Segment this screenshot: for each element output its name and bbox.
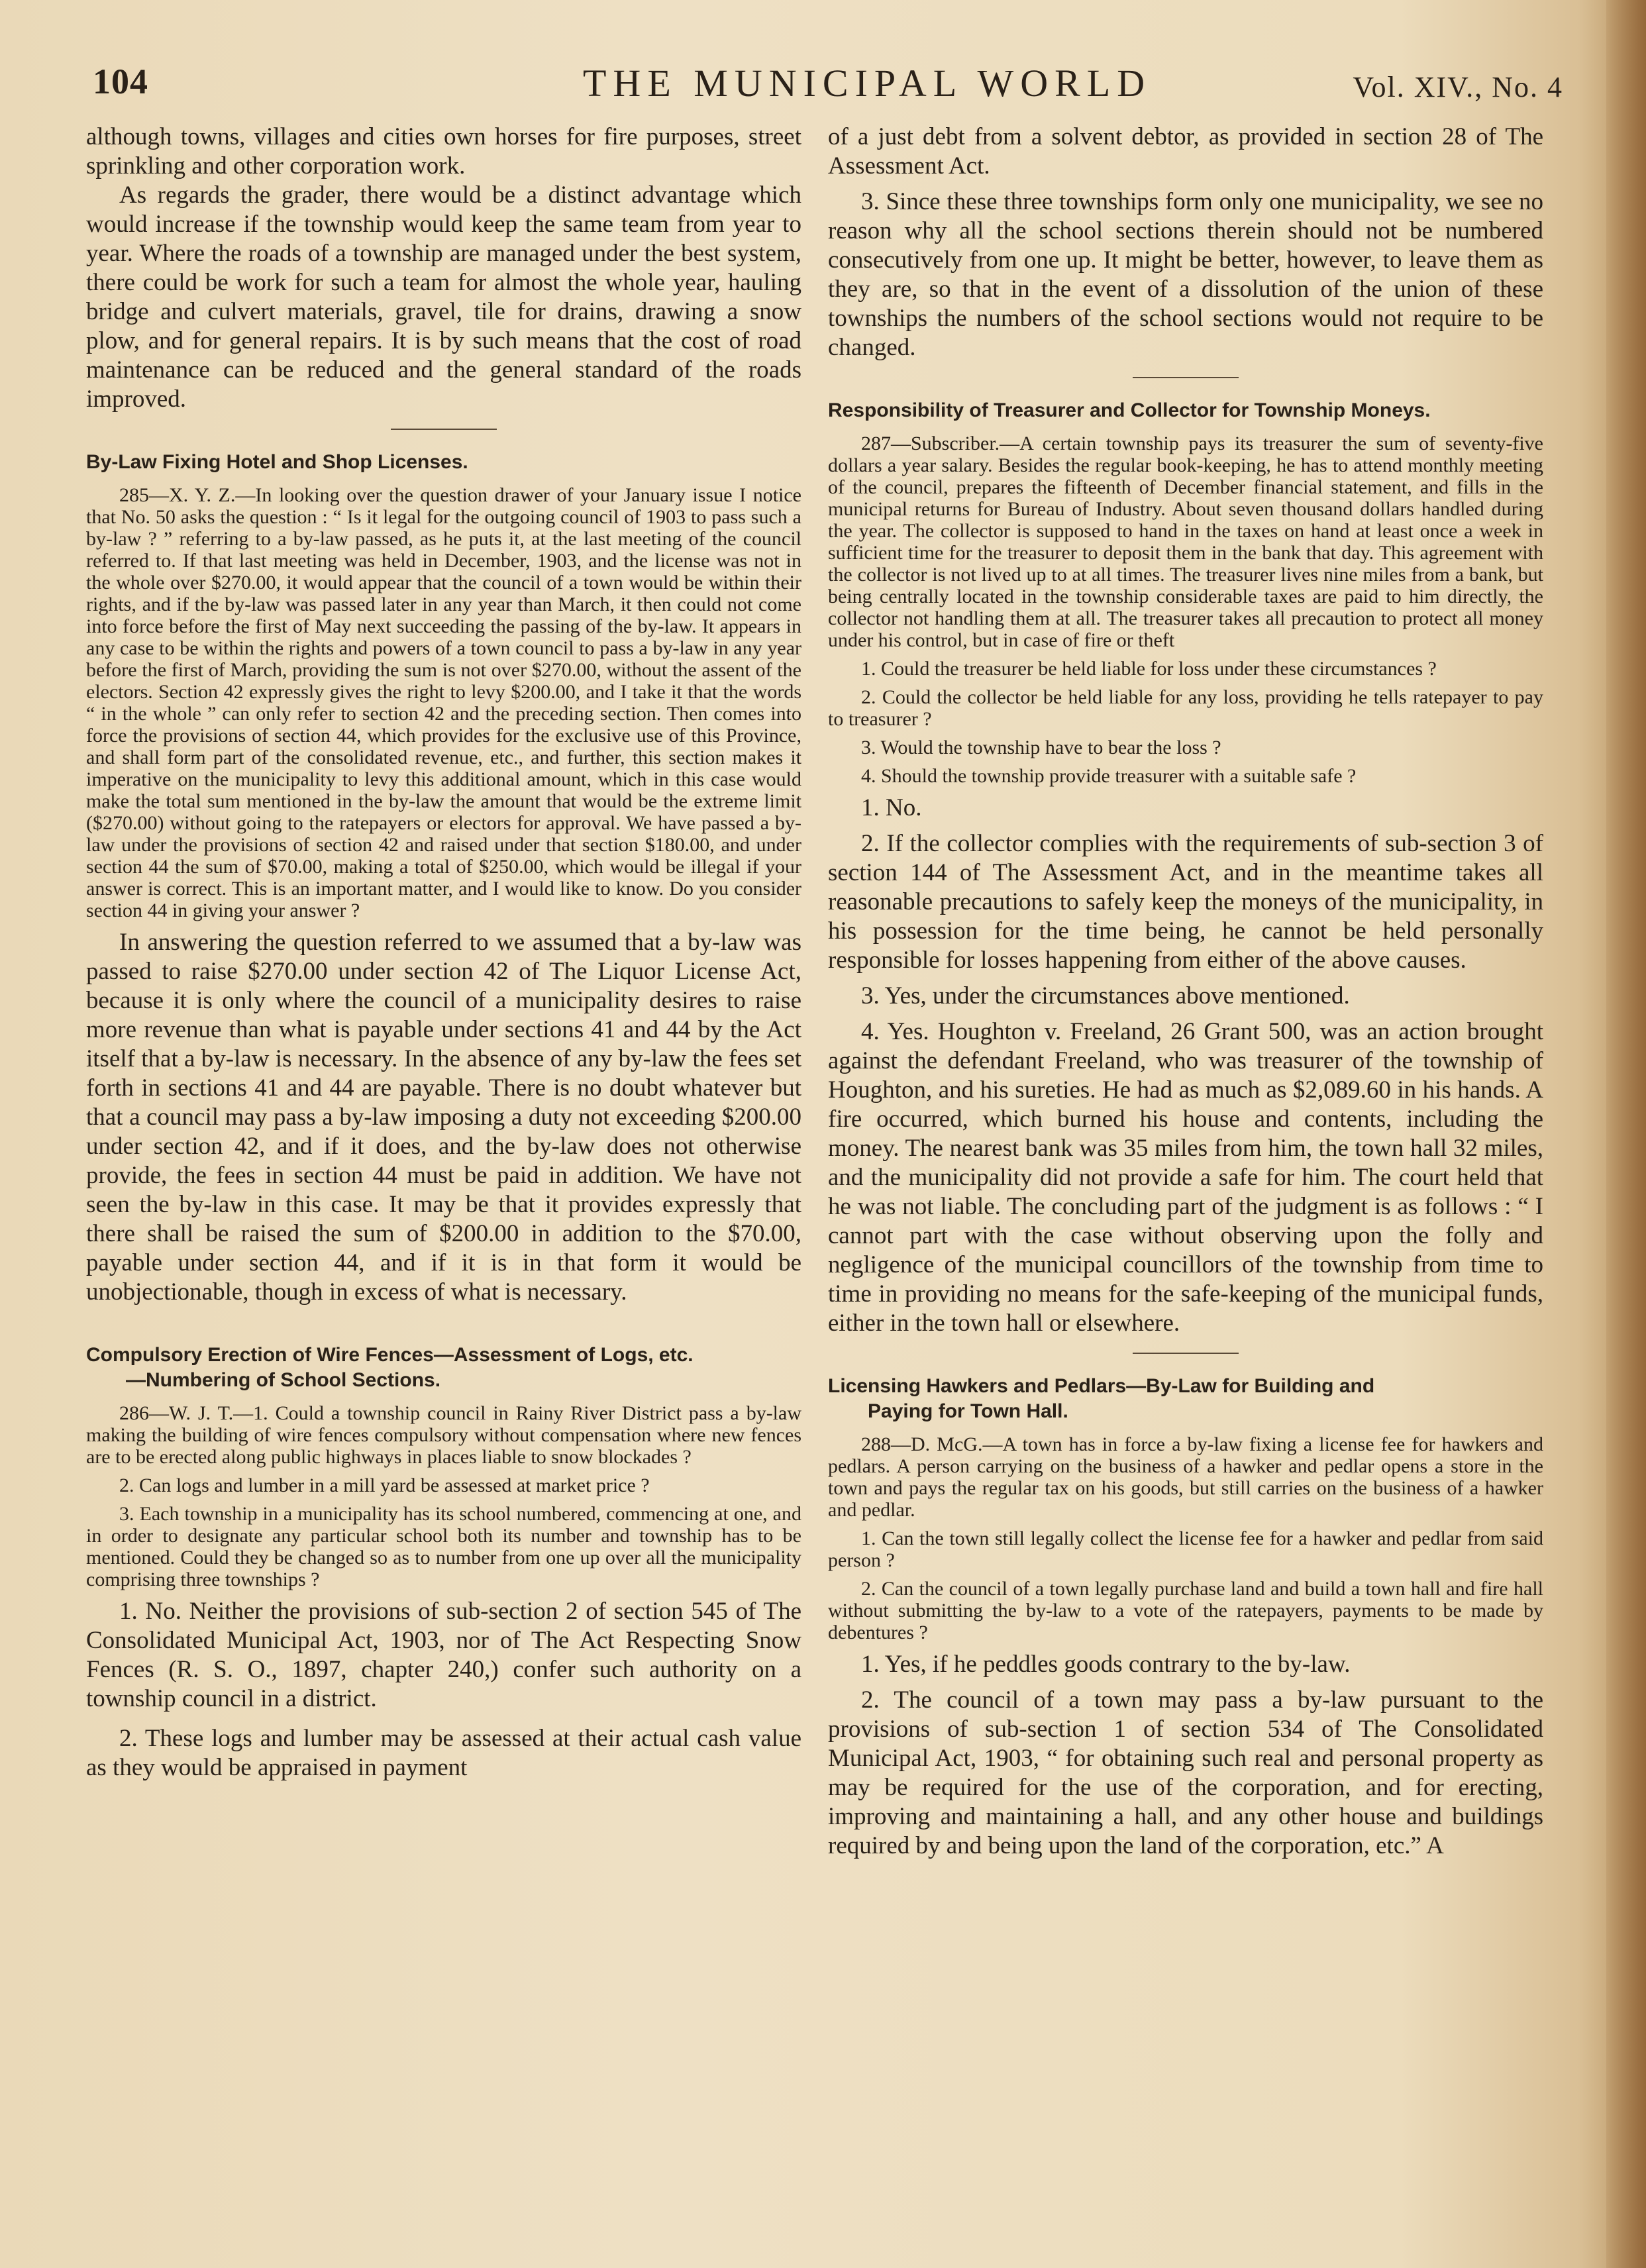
question-287-3: 3. Would the township have to bear the loss ? bbox=[861, 737, 1221, 758]
answer-286-2-continued: of a just debt from a solvent debtor, as provided in section 28 of The Assessment Act. bbox=[828, 123, 1543, 180]
question-286-2: 2. Can logs and lumber in a mill yard be assessed at market price ? bbox=[119, 1474, 650, 1496]
answer-287-1: 1. No. bbox=[861, 794, 922, 821]
answer-287-2: 2. If the collector complies with the requirements of sub-section 3 of section 144 of The Assessment Act, and in the meantime takes all reasonable precautions to safely keep the moneys of the municipality, in his possession for the time being, he cannot be held personally responsible for losses happening from either of the above causes. bbox=[828, 830, 1543, 974]
question-287-1: 1. Could the treasurer be held liable for loss under these circumstances ? bbox=[861, 658, 1437, 680]
question-286-heading bbox=[86, 1343, 801, 1393]
section-divider bbox=[1133, 1353, 1239, 1354]
answer-286-1: 1. No. Neither the provisions of sub-section 2 of section 545 of The Consolidated Municipal Act, 1903, nor of The Act Respecting Snow Fences (R. S. O., 1897, chapter 240,) confer such authority on a township council in a district. bbox=[86, 1598, 801, 1712]
answer-288-2: 2. The council of a town may pass a by-law pursuant to the provisions of sub-section 1 of section 534 of The Consolidated Municipal Act, 1903, “ for obtaining such real and personal property as may be required for the use of the corporation, and for erecting, improving and maintaining a hall, and any other house and buildings required by and being upon the land of the corporation, etc.” A bbox=[828, 1686, 1543, 1859]
spacer bbox=[86, 1307, 801, 1323]
question-288-heading bbox=[828, 1374, 1543, 1424]
question-287-heading: Responsibility of Treasurer and Collector for Township Moneys. bbox=[828, 399, 1431, 421]
journal-title: THE MUNICIPAL WORLD bbox=[583, 62, 1152, 105]
question-288: 288—D. McG.—A town has in force a by-law fixing a license fee for hawkers and pedlars. A person carrying on the business of a hawker and pedlar opens a store in the town and pays the regular tax on his goods, but still carries on the business of a hawker and pedlar. bbox=[828, 1433, 1543, 1521]
right-column bbox=[828, 123, 1543, 1861]
question-286-intro: 286—W. J. T.—1. Could a township council in Rainy River District pass a by-law making the building of wire fences compulsory without compensation where new fences are to be erected along public highways in places liable to snow blockades ? bbox=[86, 1402, 801, 1468]
question-287-2: 2. Could the collector be held liable for any loss, providing he tells ratepayer to pay to treasurer ? bbox=[828, 686, 1543, 730]
answer-287-3: 3. Yes, under the circumstances above mentioned. bbox=[861, 982, 1350, 1009]
answer-288-1: 1. Yes, if he peddles goods contrary to the by-law. bbox=[861, 1651, 1351, 1678]
answer-286-3: 3. Since these three townships form only one municipality, we see no reason why all the school sections therein should not be numbered consecutively from one up. It might be better, however, to leave them as they are, so that in the event of a dissolution of the union of these townships the numbers of the school sections would not require to be changed. bbox=[828, 188, 1543, 361]
page-header bbox=[79, 46, 1576, 113]
left-column bbox=[86, 123, 801, 1782]
question-287: 287—Subscriber.—A certain township pays its treasurer the sum of seventy-five dollars a year salary. Besides the regular book-keeping, he has to attend monthly meeting of the council, prepares the fifteenth of December financial statement, and fills in the municipal returns for Bureau of Industry. About seven thousand dollars handled during the year. The collector is supposed to hand in the taxes on hand at least once a week in sufficient time for the treasurer to deposit them in the bank that day. This agreement with the collector is not lived up to at all times. The treasurer lives nine miles from a bank, but being centrally located in the township considerable taxes are paid to him directly, the collector not handling them at all. The treasurer takes all precaution to protect all money under his control, but in case of fire or theft bbox=[828, 433, 1543, 651]
grader-paragraph: As regards the grader, there would be a distinct advantage which would increase if the township would keep the same team from year to year. Where the roads of a township are managed under the best system, there could be work for such a team for almost the whole year, hauling bridge and culvert materials, gravel, tile for drains, drawing a snow plow, and for general repairs. It is by such means that the cost of road maintenance can be reduced and the general standard of the roads improved. bbox=[86, 181, 801, 413]
question-286-3: 3. Each township in a municipality has its school numbered, commencing at one, and in order to designate any particular school both its number and township has to be mentioned. Could they be changed so as to number from one up over all the municipality comprising three townships ? bbox=[86, 1503, 801, 1590]
question-288-1: 1. Can the town still legally collect the license fee for a hawker and pedlar from said person ? bbox=[828, 1527, 1543, 1571]
question-288-2: 2. Can the council of a town legally purchase land and build a town hall and fire hall without submitting the by-law to a vote of the ratepayers, payments to be made by debentures ? bbox=[828, 1578, 1543, 1643]
question-286-heading-line2: —Numbering of School Sections. bbox=[126, 1369, 441, 1391]
question-288-heading-line1: Licensing Hawkers and Pedlars—By-Law for Building and bbox=[828, 1375, 1375, 1397]
question-285: 285—X. Y. Z.—In looking over the question drawer of your January issue I notice that No. 50 asks the question : “ Is it legal for the outgoing council of 1903 to pass such a by-law ? ” referring to a by-law passed, as he puts it, at the last meeting of the council referred to. If that last meeting was held in December, 1903, and the license was not in the whole over $270.00, it would appear that the council of a town would be within their rights, and if the by-law was passed later in any year than March, it then could not come into force before the first of May next succeeding the passing of the by-law. It appears in any case to be within the rights and powers of a town council to pass a by-law in any year before the first of March, providing the sum is not over $270.00, without the assent of the electors. Section 42 expressly gives the right to levy $200.00, and I take it that the words “ in the whole ” can only refer to section 42 and the preceding section. Then comes into force the provisions of section 44, which provides for the exclusive use of this Province, and shall form part of the consolidated revenue, etc., and further, this section makes it imperative on the municipality to levy this additional amount, which in this case would make the total sum mentioned in the by-law the amount that would be the extreme limit ($270.00) without going to the ratepayers or electors for approval. We have passed a by-law under the provisions of section 42 and raised under that section $180.00, and under section 44 the sum of $70.00, making a total of $250.00, which would be illegal if your answer is correct. This is an important matter, and I would like to know. Do you consider section 44 in giving your answer ? bbox=[86, 484, 801, 921]
page-number: 104 bbox=[93, 62, 148, 101]
answer-287-4: 4. Yes. Houghton v. Freeland, 26 Grant 500, was an action brought against the defendant Freeland, who was treasurer of the township of Houghton, and his sureties. He had as much as $2,089.60 in his hands. A fire occurred, which burned his house and contents, including the money. The nearest bank was 35 miles from him, the town hall 32 miles, and the municipality did not provide a safe for him. The court held that he was not liable. The concluding part of the judgment is as follows : “ I cannot part with the case without observing upon the folly and negligence of the municipal councillors of the township from time to time in providing no means for the safe-keeping of the municipal funds, either in the town hall or elsewhere. bbox=[828, 1018, 1543, 1337]
answer-286-2: 2. These logs and lumber may be assessed at their actual cash value as they would be appraised in payment bbox=[86, 1725, 801, 1781]
page-spine-shadow bbox=[1606, 0, 1646, 2268]
answer-285: In answering the question referred to we assumed that a by-law was passed to raise $270.00 under section 42 of The Liquor License Act, because it is only where the council of a municipality desires to raise more revenue than what is payable under sections 41 and 44 by the Act itself that a by-law is necessary. In the absence of any by-law the fees set forth in sections 41 and 44 are payable. There is no doubt whatever but that a council may pass a by-law imposing a duty not exceeding $200.00 under section 42, and if it does, and the by-law does not otherwise provide, the fees in section 44 must be paid in addition. We have not seen the by-law in this case. It may be that it provides expressly that there shall be raised the sum of $200.00 in addition to the $70.00, payable under section 44, and if it is in that form it would be unobjectionable, though in excess of what is necessary. bbox=[86, 929, 801, 1306]
question-285-heading: By-Law Fixing Hotel and Shop Licenses. bbox=[86, 451, 468, 473]
volume-number: Vol. XIV., No. 4 bbox=[1353, 71, 1563, 103]
intro-paragraph: although towns, villages and cities own horses for fire purposes, street sprinkling and other corporation work. bbox=[86, 123, 801, 180]
question-286-heading-line1: Compulsory Erection of Wire Fences—Assessment of Logs, etc. bbox=[86, 1344, 694, 1366]
section-divider bbox=[1133, 377, 1239, 378]
question-287-4: 4. Should the township provide treasurer with a suitable safe ? bbox=[861, 765, 1357, 787]
section-divider bbox=[391, 429, 497, 430]
question-288-heading-line2: Paying for Town Hall. bbox=[868, 1400, 1068, 1422]
